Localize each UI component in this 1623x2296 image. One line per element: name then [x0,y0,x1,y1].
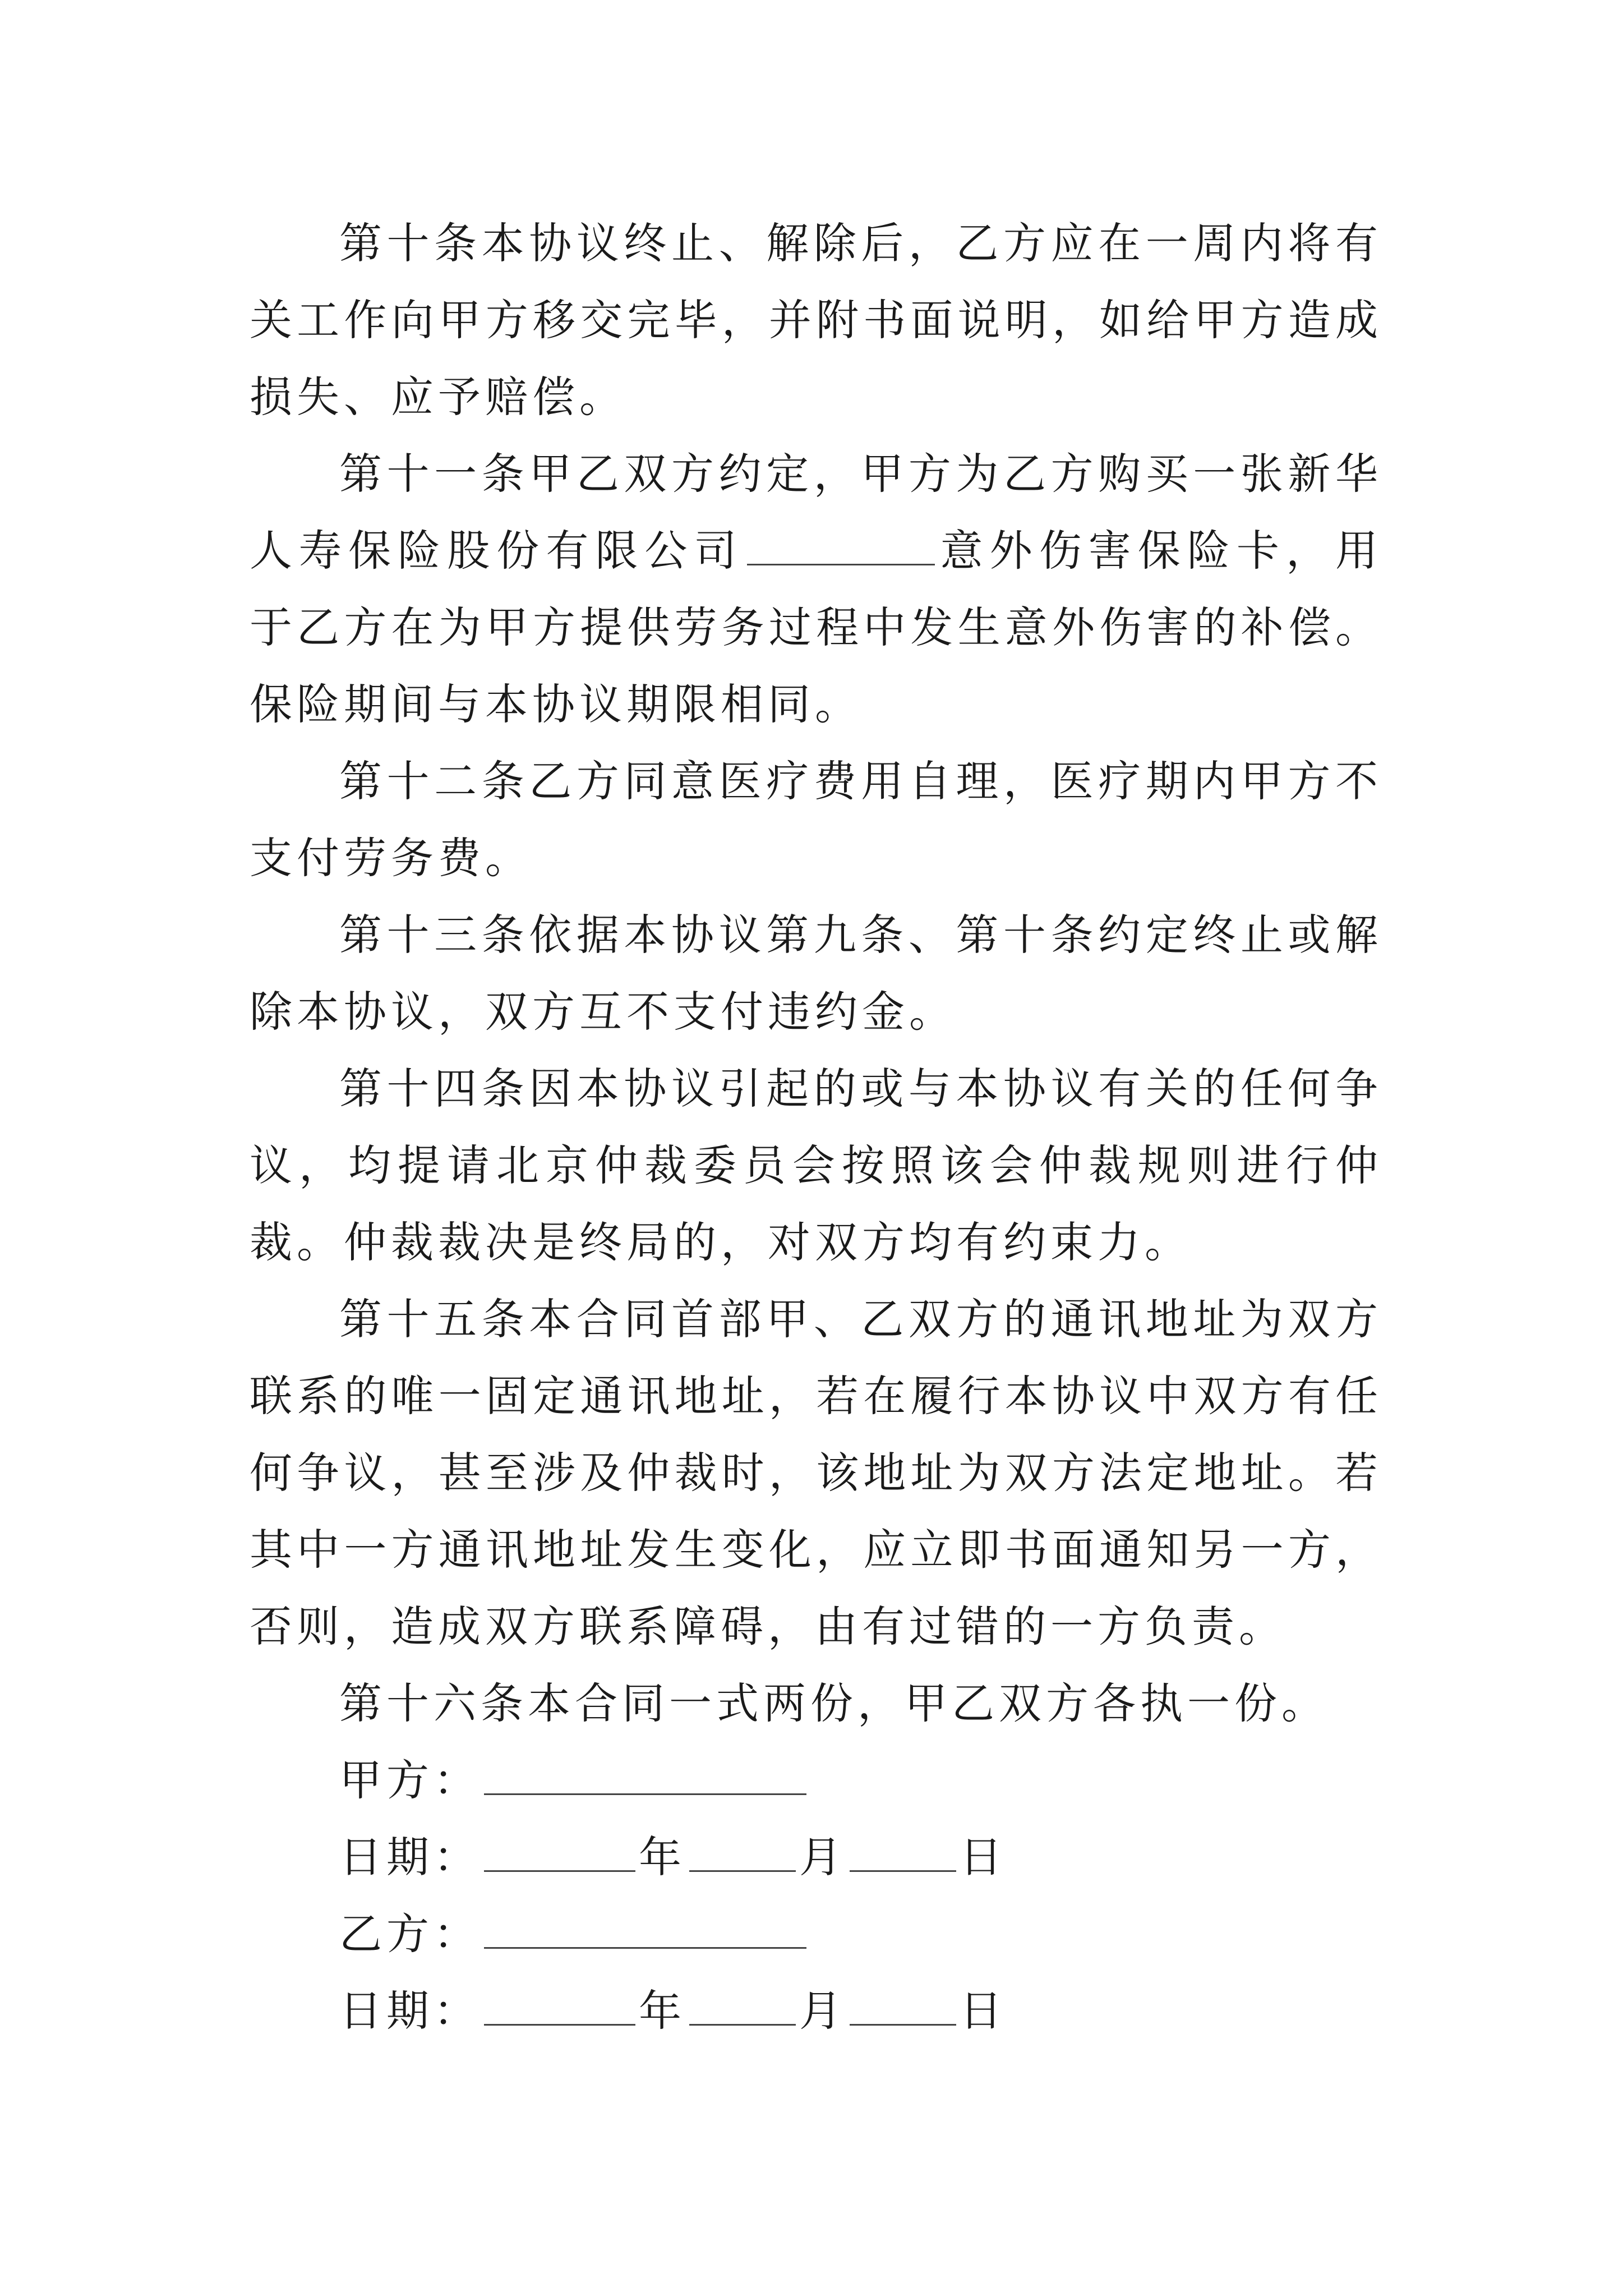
signature-block [250,1742,1382,2049]
party-b-label: 乙方： [339,1909,481,1959]
article-14: 第十四条因本协议引起的或与本协议有关的任何争议，均提请北京仲裁委员会按照该会仲裁规则进行仲裁。仲裁裁决是终局的，对双方均有约束力。 [250,1064,1382,1267]
date-label: 日期： [339,1832,481,1882]
year-label: 年 [639,1832,686,1882]
year-label: 年 [639,1986,686,2036]
party-b-line [250,1895,1382,1972]
article-12: 第十二条乙方同意医疗费用自理，医疗期内甲方不支付劳务费。 [250,756,1382,883]
party-b-day-blank[interactable] [850,1990,956,2026]
party-a-day-blank[interactable] [850,1837,956,1872]
party-a-signature-blank[interactable] [484,1760,806,1795]
party-b-month-blank[interactable] [689,1990,796,2026]
article-11-text-after: 意外伤害保险卡，用于乙方在为甲方提供劳务过程中发生意外伤害的补偿。保险期间与本协议期限相同。 [250,526,1383,729]
article-15: 第十五条本合同首部甲、乙双方的通讯地址为双方联系的唯一固定通讯地址，若在履行本协议中双方有任何争议，甚至涉及仲裁时，该地址为双方法定地址。若其中一方通讯地址发生变化，应立即书面通知另一方，否则，造成双方联系障碍，由有过错的一方负责。 [250,1294,1382,1651]
article-11-text-before: 第十一条甲乙双方约定，甲方为乙方购买一张新华人寿保险股份有限公司 [250,449,1382,576]
day-label: 日 [960,1986,1007,2036]
party-b-signature-blank[interactable] [484,1913,806,1949]
party-a-label: 甲方： [339,1755,481,1805]
contract-body [250,205,1382,2049]
party-a-line [250,1742,1382,1819]
party-a-year-blank[interactable] [484,1837,635,1872]
article-13: 第十三条依据本协议第九条、第十条约定终止或解除本协议，双方互不支付违约金。 [250,910,1382,1037]
party-b-date-line [250,1972,1382,2049]
insurance-company-blank[interactable] [747,530,935,565]
party-a-date-line [250,1819,1382,1895]
month-label: 月 [799,1986,846,2036]
article-16: 第十六条本合同一式两份，甲乙双方各执一份。 [339,1678,1329,1728]
article-10: 第十条本协议终止、解除后，乙方应在一周内将有关工作向甲方移交完毕，并附书面说明，如给甲方造成损失、应予赔偿。 [250,218,1382,422]
article-11 [250,435,1382,743]
date-label: 日期： [339,1986,481,2036]
month-label: 月 [799,1832,846,1882]
day-label: 日 [960,1832,1007,1882]
party-a-month-blank[interactable] [689,1837,796,1872]
party-b-year-blank[interactable] [484,1990,635,2026]
